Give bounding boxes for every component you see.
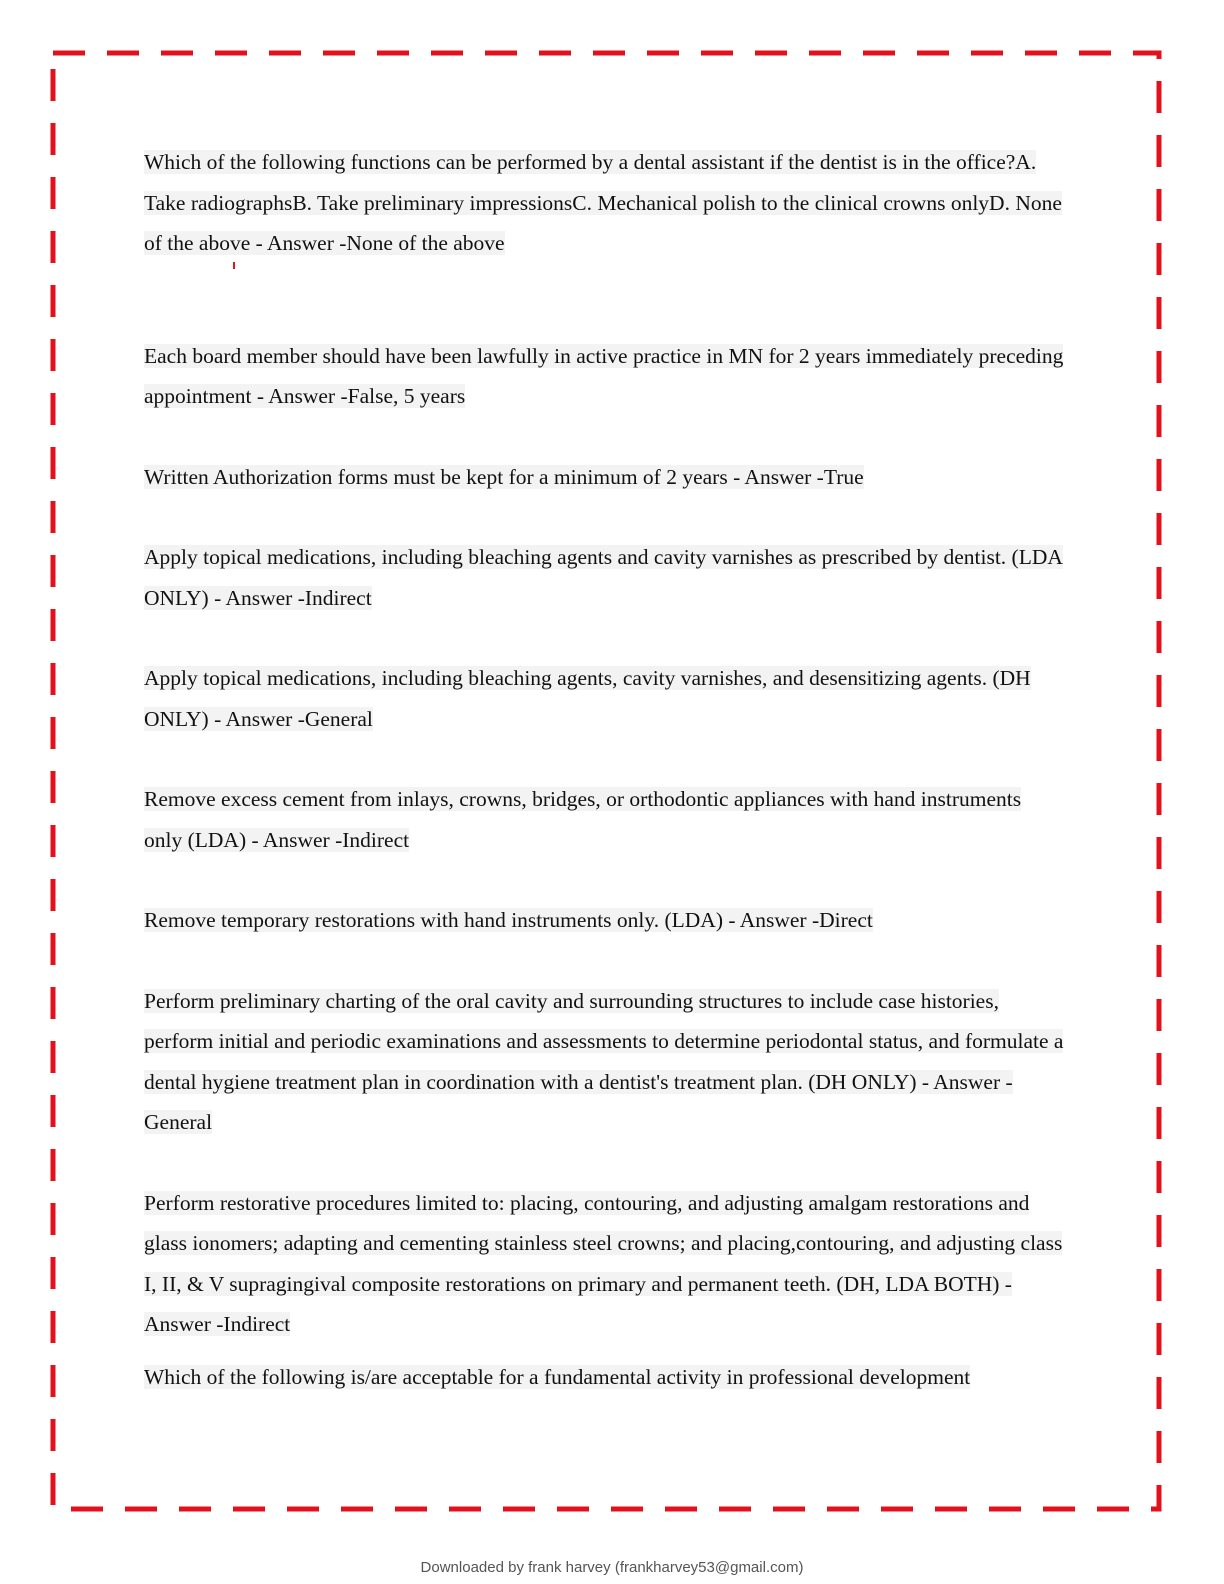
qa-entry: Remove temporary restorations with hand instruments only. (LDA) - Answer -Direct [144, 908, 873, 932]
qa-entry: Remove excess cement from inlays, crowns, bridges, or orthodontic appliances with hand instruments only (LDA) - Answer -Indirect [144, 787, 1022, 852]
download-footer: Downloaded by frank harvey (frankharvey53@gmail.com) [420, 1559, 804, 1576]
qa-entry: Apply topical medications, including bleaching agents, cavity varnishes, and desensitizing agents. (DH ONLY) - Answer -General [144, 666, 1031, 731]
qa-entry: Perform restorative procedures limited to: placing, contouring, and adjusting amalgam restorations and glass ionomers; adapting and cementing stainless steel crowns; and placing,contouring, and adjusting class I, II, & V supragingival composite restorations on primary and permanent teeth. (DH, LDA BOTH) - Answer -Indirect [144, 1190, 1063, 1336]
qa-entry: Written Authorization forms must be kept for a minimum of 2 years - Answer -True [144, 464, 864, 489]
qa-entry: Perform preliminary charting of the oral cavity and surrounding structures to include case histories, perform initial and periodic examinations and assessments to determine periodontal status, and formulate a dental hygiene treatment plan in coordination with a dentist's treatment plan. (DH ONLY) - Answer -General [144, 988, 1064, 1134]
qa-entry: Each board member should have been lawfully in active practice in MN for 2 years immediately preceding appointment - Answer -False, 5 years [144, 343, 1064, 408]
qa-entry: Which of the following is/are acceptable for a fundamental activity in professional development [144, 1364, 971, 1389]
document-body [144, 142, 1064, 1397]
qa-entry: Apply topical medications, including bleaching agents and cavity varnishes as prescribed by dentist. (LDA ONLY) - Answer -Indirect [144, 545, 1063, 610]
qa-entry: Which of the following functions can be performed by a dental assistant if the dentist is in the office?A. Take radiographsB. Take preliminary impressionsC. Mechanical polish to the clinical crowns onlyD. None of the above - Answer -None of the above [144, 150, 1062, 255]
